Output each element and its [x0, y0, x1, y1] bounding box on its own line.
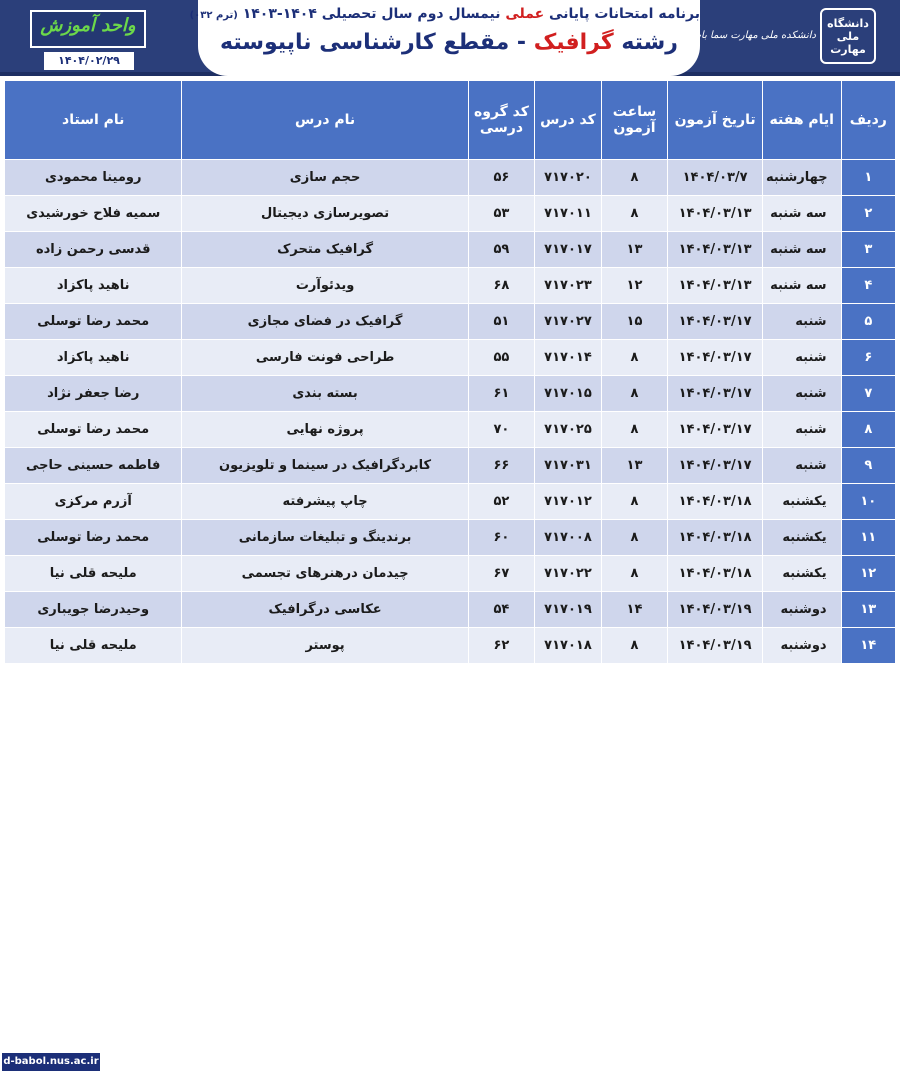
teacher-cell: رومینا محمودی	[5, 160, 182, 196]
day-cell: شنبه	[762, 376, 841, 412]
row-number-cell: ۱۴	[841, 628, 895, 664]
course-name-cell: طراحی فونت فارسی	[182, 340, 468, 376]
subtitle-suffix: - مقطع کارشناسی ناپیوسته	[220, 30, 527, 55]
table-row	[5, 160, 896, 196]
row-number-cell: ۱۰	[841, 484, 895, 520]
time-cell: ۸	[601, 160, 668, 196]
teacher-cell: فاطمه حسینی حاجی	[5, 448, 182, 484]
group-code-cell: ۵۲	[468, 484, 535, 520]
day-cell: چهارشنبه	[762, 160, 841, 196]
day-cell: شنبه	[762, 448, 841, 484]
exam-schedule-table	[4, 80, 896, 664]
course-code-cell: ۷۱۷۰۱۷	[535, 232, 602, 268]
day-cell: شنبه	[762, 412, 841, 448]
teacher-cell: محمد رضا توسلی	[5, 304, 182, 340]
course-name-cell: کابردگرافیک در سینما و تلویزیون	[182, 448, 468, 484]
group-code-cell: ۶۶	[468, 448, 535, 484]
time-cell: ۸	[601, 628, 668, 664]
day-cell: شنبه	[762, 304, 841, 340]
teacher-cell: ملیحه قلی نیا	[5, 556, 182, 592]
col-header-time: ساعت آزمون	[601, 81, 668, 160]
time-cell: ۸	[601, 484, 668, 520]
group-code-cell: ۶۸	[468, 268, 535, 304]
unit-badge	[30, 10, 146, 48]
day-cell: دوشنبه	[762, 628, 841, 664]
course-code-cell: ۷۱۷۰۱۵	[535, 376, 602, 412]
page-title	[189, 6, 700, 22]
day-cell: سه شنبه	[762, 196, 841, 232]
table-row	[5, 340, 896, 376]
title-panel	[189, 0, 700, 76]
course-name-cell: چیدمان درهنرهای تجسمی	[182, 556, 468, 592]
subtitle-prefix: رشته	[621, 30, 678, 55]
col-header-day: ایام هفته	[762, 81, 841, 160]
teacher-cell: ناهید پاکزاد	[5, 268, 182, 304]
teacher-cell: سمیه فلاح خورشیدی	[5, 196, 182, 232]
row-number-cell: ۶	[841, 340, 895, 376]
table-row	[5, 232, 896, 268]
group-code-cell: ۶۱	[468, 376, 535, 412]
col-header-course-code: کد درس	[535, 81, 602, 160]
time-cell: ۸	[601, 520, 668, 556]
col-header-group-code: کد گروه درسی	[468, 81, 535, 160]
time-cell: ۸	[601, 556, 668, 592]
day-cell: سه شنبه	[762, 232, 841, 268]
table-row	[5, 592, 896, 628]
table-row	[5, 484, 896, 520]
table-row	[5, 448, 896, 484]
subtitle-accent: گرافیک	[533, 30, 614, 55]
group-code-cell: ۷۰	[468, 412, 535, 448]
group-code-cell: ۵۶	[468, 160, 535, 196]
group-code-cell: ۵۴	[468, 592, 535, 628]
table-row	[5, 376, 896, 412]
row-number-cell: ۳	[841, 232, 895, 268]
teacher-cell: ملیحه قلی نیا	[5, 628, 182, 664]
title-accent: عملی	[505, 6, 545, 22]
footer-site-label: d-babol.nus.ac.ir	[2, 1053, 100, 1071]
time-cell: ۸	[601, 340, 668, 376]
course-name-cell: ویدئوآرت	[182, 268, 468, 304]
date-cell: ۱۴۰۴/۰۳/۱۹	[668, 592, 763, 628]
date-cell: ۱۴۰۴/۰۳/۱۷	[668, 448, 763, 484]
university-name: دانشکده ملی مهارت سما باب	[691, 30, 816, 41]
date-cell: ۱۴۰۴/۰۳/۱۸	[668, 556, 763, 592]
row-number-cell: ۱۳	[841, 592, 895, 628]
course-name-cell: گرافیک متحرک	[182, 232, 468, 268]
table-row	[5, 412, 896, 448]
teacher-cell: ناهید پاکزاد	[5, 340, 182, 376]
col-header-date: تاریخ آزمون	[668, 81, 763, 160]
day-cell: سه شنبه	[762, 268, 841, 304]
col-header-course-name: نام درس	[182, 81, 468, 160]
teacher-cell: قدسی رحمن زاده	[5, 232, 182, 268]
course-name-cell: پوستر	[182, 628, 468, 664]
teacher-cell: وحیدرضا جویباری	[5, 592, 182, 628]
date-cell: ۱۴۰۴/۰۳/۱۳	[668, 196, 763, 232]
course-code-cell: ۷۱۷۰۲۰	[535, 160, 602, 196]
row-number-cell: ۷	[841, 376, 895, 412]
day-cell: یکشنبه	[762, 520, 841, 556]
group-code-cell: ۶۲	[468, 628, 535, 664]
table-row	[5, 304, 896, 340]
title-prefix: برنامه امتحانات پایانی	[549, 6, 700, 22]
course-name-cell: چاپ پیشرفته	[182, 484, 468, 520]
course-code-cell: ۷۱۷۰۳۱	[535, 448, 602, 484]
date-cell: ۱۴۰۴/۰۳/۱۷	[668, 304, 763, 340]
row-number-cell: ۵	[841, 304, 895, 340]
course-code-cell: ۷۱۷۰۱۴	[535, 340, 602, 376]
course-name-cell: عکاسی درگرافیک	[182, 592, 468, 628]
day-cell: دوشنبه	[762, 592, 841, 628]
time-cell: ۱۴	[601, 592, 668, 628]
day-cell: یکشنبه	[762, 484, 841, 520]
date-cell: ۱۴۰۴/۰۳/۱۸	[668, 484, 763, 520]
course-name-cell: برندینگ و تبلیغات سازمانی	[182, 520, 468, 556]
date-cell: ۱۴۰۴/۰۳/۱۷	[668, 412, 763, 448]
row-number-cell: ۱۲	[841, 556, 895, 592]
day-cell: شنبه	[762, 340, 841, 376]
table-row	[5, 628, 896, 664]
teacher-cell: محمد رضا توسلی	[5, 412, 182, 448]
row-number-cell: ۲	[841, 196, 895, 232]
row-number-cell: ۴	[841, 268, 895, 304]
course-name-cell: حجم سازی	[182, 160, 468, 196]
course-code-cell: ۷۱۷۰۱۸	[535, 628, 602, 664]
date-cell: ۱۴۰۴/۰۳/۱۷	[668, 340, 763, 376]
row-number-cell: ۱	[841, 160, 895, 196]
date-cell: ۱۴۰۴/۰۳/۷	[668, 160, 763, 196]
course-name-cell: بسته بندی	[182, 376, 468, 412]
time-cell: ۸	[601, 196, 668, 232]
time-cell: ۱۲	[601, 268, 668, 304]
group-code-cell: ۵۵	[468, 340, 535, 376]
course-name-cell: تصویرسازی دیجیتال	[182, 196, 468, 232]
course-code-cell: ۷۱۷۰۱۹	[535, 592, 602, 628]
term-label: (ترم ۰۳۲)	[189, 10, 238, 21]
table-row	[5, 196, 896, 232]
course-code-cell: ۷۱۷۰۲۷	[535, 304, 602, 340]
title-suffix: نیمسال دوم سال تحصیلی ۱۴۰۴-۱۴۰۳	[242, 6, 501, 22]
group-code-cell: ۶۷	[468, 556, 535, 592]
group-code-cell: ۵۱	[468, 304, 535, 340]
time-cell: ۱۵	[601, 304, 668, 340]
unit-date: ۱۴۰۴/۰۲/۲۹	[44, 52, 134, 70]
row-number-cell: ۹	[841, 448, 895, 484]
col-header-teacher: نام استاد	[5, 81, 182, 160]
unit-label: واحد آموزش	[40, 15, 136, 36]
time-cell: ۱۳	[601, 448, 668, 484]
group-code-cell: ۶۰	[468, 520, 535, 556]
time-cell: ۸	[601, 376, 668, 412]
teacher-cell: آزرم مرکزی	[5, 484, 182, 520]
row-number-cell: ۸	[841, 412, 895, 448]
time-cell: ۸	[601, 412, 668, 448]
group-code-cell: ۵۳	[468, 196, 535, 232]
row-number-cell: ۱۱	[841, 520, 895, 556]
date-cell: ۱۴۰۴/۰۳/۱۳	[668, 232, 763, 268]
col-header-row-number: ردیف	[841, 81, 895, 160]
date-cell: ۱۴۰۴/۰۳/۱۹	[668, 628, 763, 664]
date-cell: ۱۴۰۴/۰۳/۱۸	[668, 520, 763, 556]
course-code-cell: ۷۱۷۰۰۸	[535, 520, 602, 556]
course-code-cell: ۷۱۷۰۱۱	[535, 196, 602, 232]
date-cell: ۱۴۰۴/۰۳/۱۳	[668, 268, 763, 304]
teacher-cell: محمد رضا توسلی	[5, 520, 182, 556]
time-cell: ۱۳	[601, 232, 668, 268]
logo-text: دانشگاه ملی مهارت	[827, 16, 869, 56]
course-name-cell: پروژه نهایی	[182, 412, 468, 448]
date-cell: ۱۴۰۴/۰۳/۱۷	[668, 376, 763, 412]
table-row	[5, 520, 896, 556]
page-subtitle	[198, 30, 700, 55]
day-cell: یکشنبه	[762, 556, 841, 592]
course-code-cell: ۷۱۷۰۲۳	[535, 268, 602, 304]
group-code-cell: ۵۹	[468, 232, 535, 268]
course-code-cell: ۷۱۷۰۲۲	[535, 556, 602, 592]
course-name-cell: گرافیک در فضای مجازی	[182, 304, 468, 340]
course-code-cell: ۷۱۷۰۱۲	[535, 484, 602, 520]
table-header-row	[5, 81, 896, 160]
university-logo	[820, 8, 876, 64]
table-row	[5, 268, 896, 304]
course-code-cell: ۷۱۷۰۲۵	[535, 412, 602, 448]
table-row	[5, 556, 896, 592]
teacher-cell: رضا جعفر نژاد	[5, 376, 182, 412]
